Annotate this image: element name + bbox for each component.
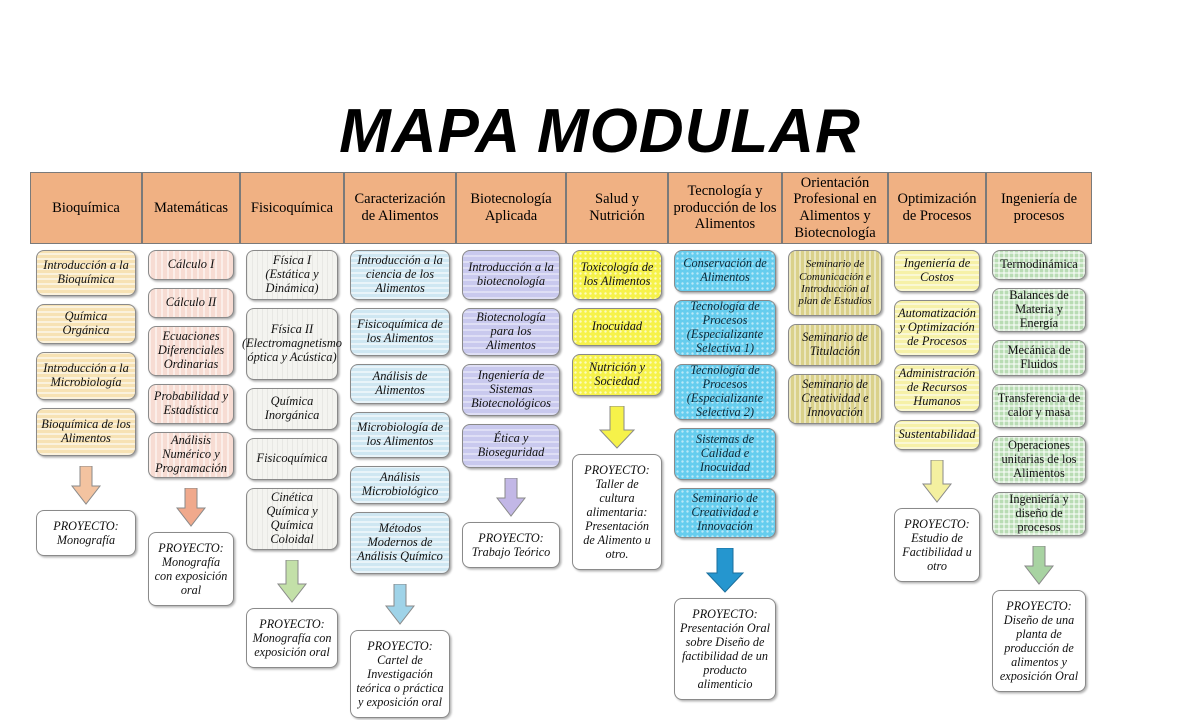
course-card[interactable]: Ética y Bioseguridad: [462, 424, 560, 468]
course-card[interactable]: Seminario de Creatividad e Innovación: [788, 374, 882, 424]
column-cells: [344, 244, 456, 718]
course-card[interactable]: Conservación de Alimentos: [674, 250, 776, 292]
course-card[interactable]: Introducción a la Microbiología: [36, 352, 136, 400]
project-card[interactable]: PROYECTO: Cartel de Investigación teórica o práctica y exposición oral: [350, 630, 450, 718]
course-card[interactable]: Seminario de Titulación: [788, 324, 882, 366]
course-card[interactable]: Tecnología de Procesos (Especializante Selectiva 2): [674, 364, 776, 420]
course-card[interactable]: Bioquímica de los Alimentos: [36, 408, 136, 456]
column-cells: [456, 244, 566, 568]
project-card[interactable]: PROYECTO: Monografía con exposición oral: [246, 608, 338, 668]
column-cells: [30, 244, 142, 556]
column-orientacion-profesional: [782, 172, 888, 432]
column-header: Ingeniería de procesos: [986, 172, 1092, 244]
column-salud-nutricion: [566, 172, 668, 570]
course-card[interactable]: Fisicoquímica de los Alimentos: [350, 308, 450, 356]
project-card[interactable]: PROYECTO: Taller de cultura alimentaria: Presentación de Alimento u otro.: [572, 454, 662, 570]
course-card[interactable]: Ingeniería y diseño de procesos: [992, 492, 1086, 536]
course-card[interactable]: Ingeniería de Sistemas Biotecnológicos: [462, 364, 560, 416]
project-card[interactable]: PROYECTO: Presentación Oral sobre Diseño de factibilidad de un producto alimenticio: [674, 598, 776, 700]
course-card[interactable]: Cálculo I: [148, 250, 234, 280]
course-card[interactable]: Termodinámica: [992, 250, 1086, 280]
course-card[interactable]: Introducción a la biotecnología: [462, 250, 560, 300]
column-cells: [566, 244, 668, 570]
column-header: Optimización de Procesos: [888, 172, 986, 244]
column-caracterizacion-alimentos: [344, 172, 456, 718]
column-cells: [986, 244, 1092, 692]
course-card[interactable]: Seminario de Comunicación e Introducción al plan de Estudios: [788, 250, 882, 316]
course-card[interactable]: Microbiología de los Alimentos: [350, 412, 450, 458]
course-card[interactable]: Probabilidad y Estadística: [148, 384, 234, 424]
column-matematicas: [142, 172, 240, 606]
course-card[interactable]: Inocuidad: [572, 308, 662, 346]
column-ingenieria-procesos: [986, 172, 1092, 692]
course-card[interactable]: Fisicoquímica: [246, 438, 338, 480]
column-header: Orientación Profesional en Alimentos y Biotecnología: [782, 172, 888, 244]
course-card[interactable]: Cinética Química y Química Coloidal: [246, 488, 338, 550]
course-card[interactable]: Automatización y Optimización de Procesos: [894, 300, 980, 356]
course-card[interactable]: Métodos Modernos de Análisis Químico: [350, 512, 450, 574]
course-card[interactable]: Transferencia de calor y masa: [992, 384, 1086, 428]
column-bioquimica: [30, 172, 142, 556]
course-card[interactable]: Tecnología de Procesos (Especializante Selectiva 1): [674, 300, 776, 356]
project-card[interactable]: PROYECTO: Monografía con exposición oral: [148, 532, 234, 606]
course-card[interactable]: Introducción a la ciencia de los Alimentos: [350, 250, 450, 300]
modular-map-board: [30, 172, 1170, 718]
course-card[interactable]: Ecuaciones Diferenciales Ordinarias: [148, 326, 234, 376]
column-header: Caracterización de Alimentos: [344, 172, 456, 244]
column-header: Bioquímica: [30, 172, 142, 244]
course-card[interactable]: Mecánica de Fluidos: [992, 340, 1086, 376]
column-biotecnologia-aplicada: [456, 172, 566, 568]
column-header: Matemáticas: [142, 172, 240, 244]
course-card[interactable]: Química Inorgánica: [246, 388, 338, 430]
course-card[interactable]: Administración de Recursos Humanos: [894, 364, 980, 412]
column-cells: [240, 244, 344, 668]
project-card[interactable]: PROYECTO: Trabajo Teórico: [462, 522, 560, 568]
column-header: Tecnología y producción de los Alimentos: [668, 172, 782, 244]
course-card[interactable]: Nutrición y Sociedad: [572, 354, 662, 396]
column-cells: [888, 244, 986, 582]
column-header: Fisicoquímica: [240, 172, 344, 244]
column-cells: [668, 244, 782, 700]
column-tecnologia-produccion: [668, 172, 782, 700]
page-title: MAPA MODULAR: [339, 97, 861, 166]
project-card[interactable]: PROYECTO: Estudio de Factibilidad u otro: [894, 508, 980, 582]
column-header: Salud y Nutrición: [566, 172, 668, 244]
course-card[interactable]: Análisis Microbiológico: [350, 466, 450, 504]
project-card[interactable]: PROYECTO: Diseño de una planta de producción de alimentos y exposición Oral: [992, 590, 1086, 692]
course-card[interactable]: Ingeniería de Costos: [894, 250, 980, 292]
column-header: Biotecnología Aplicada: [456, 172, 566, 244]
course-card[interactable]: Sustentabilidad: [894, 420, 980, 450]
course-card[interactable]: Física II (Electromagnetismo óptica y Acústica): [246, 308, 338, 380]
course-card[interactable]: Sistemas de Calidad e Inocuidad: [674, 428, 776, 480]
course-card[interactable]: Introducción a la Bioquímica: [36, 250, 136, 296]
course-card[interactable]: Toxicología de los Alimentos: [572, 250, 662, 300]
course-card[interactable]: Análisis Numérico y Programación: [148, 432, 234, 478]
course-card[interactable]: Química Orgánica: [36, 304, 136, 344]
column-cells: [782, 244, 888, 432]
course-card[interactable]: Seminario de Creatividad e Innovación: [674, 488, 776, 538]
course-card[interactable]: Cálculo II: [148, 288, 234, 318]
course-card[interactable]: Biotecnología para los Alimentos: [462, 308, 560, 356]
column-fisicoquimica: [240, 172, 344, 668]
column-cells: [142, 244, 240, 606]
course-card[interactable]: Balances de Materia y Energía: [992, 288, 1086, 332]
course-card[interactable]: Física I (Estática y Dinámica): [246, 250, 338, 300]
course-card[interactable]: Análisis de Alimentos: [350, 364, 450, 404]
course-card[interactable]: Operaciones unitarias de los Alimentos: [992, 436, 1086, 484]
column-optimizacion-procesos: [888, 172, 986, 582]
project-card[interactable]: PROYECTO: Monografía: [36, 510, 136, 556]
